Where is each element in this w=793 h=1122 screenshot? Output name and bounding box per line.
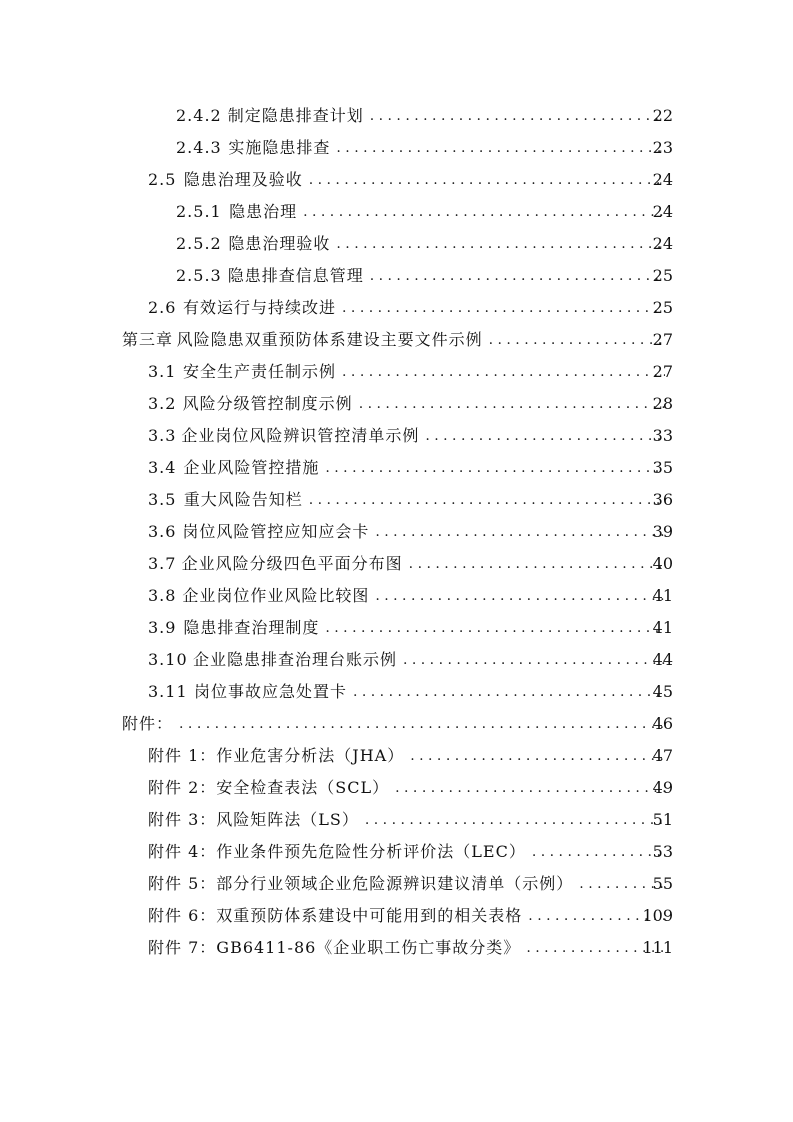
toc-page: 27: [652, 330, 673, 349]
toc-entry[interactable]: [0, 644, 793, 676]
toc-title: 作业危害分析法（JHA）: [216, 746, 405, 765]
toc-entry-appendix[interactable]: [0, 868, 793, 900]
toc-page: 35: [652, 458, 673, 477]
toc-title: 风险隐患双重预防体系建设主要文件示例: [176, 330, 483, 349]
toc-page: 24: [652, 202, 673, 221]
toc-page: 47: [652, 746, 673, 765]
toc-title: 部分行业领域企业危险源辨识建议清单（示例）: [216, 874, 574, 893]
toc-entry[interactable]: [0, 228, 793, 260]
toc-page: 49: [652, 778, 673, 797]
toc-entry[interactable]: [0, 292, 793, 324]
toc-number: 3.3: [148, 426, 177, 445]
toc-title: 企业岗位作业风险比较图: [182, 586, 370, 605]
toc-title: 双重预防体系建设中可能用到的相关表格: [216, 906, 523, 925]
toc-leader: [309, 164, 665, 196]
toc-leader: [325, 612, 665, 644]
toc-page: 24: [652, 234, 673, 253]
toc-leader: [309, 484, 665, 516]
toc-title: 岗位风险管控应知应会卡: [182, 522, 370, 541]
toc-leader: [179, 708, 665, 740]
toc-entry-appendix[interactable]: [0, 772, 793, 804]
toc-title: 企业风险管控措施: [183, 458, 320, 477]
toc-leader: [375, 580, 665, 612]
toc-number: 第三章: [122, 330, 174, 349]
toc-title: GB6411-86《企业职工伤亡事故分类》: [216, 938, 521, 957]
toc-leader: [353, 676, 665, 708]
toc-entry[interactable]: [0, 132, 793, 164]
toc-number: 3.9: [148, 618, 177, 637]
toc-number: 附件 2：: [148, 778, 217, 797]
toc-leader: [395, 772, 665, 804]
toc-number: 3.11: [148, 682, 188, 701]
toc-page: 33: [652, 426, 673, 445]
toc-entry[interactable]: [0, 420, 793, 452]
table-of-contents: [0, 100, 793, 964]
toc-page: 41: [652, 618, 673, 637]
toc-number: 2.4.2: [176, 106, 222, 125]
toc-entry[interactable]: [0, 580, 793, 612]
toc-leader: [409, 548, 665, 580]
toc-title: 隐患治理: [229, 202, 298, 221]
toc-number: 2.6: [148, 298, 177, 317]
toc-number: 3.7: [148, 554, 177, 573]
toc-page: 22: [652, 106, 673, 125]
toc-title: 企业隐患排查治理台账示例: [192, 650, 397, 669]
toc-page: 53: [652, 842, 673, 861]
toc-number: 2.5.2: [176, 234, 222, 253]
toc-number: 3.8: [148, 586, 177, 605]
toc-leader: [342, 356, 665, 388]
toc-title: 企业岗位风险辨识管控清单示例: [181, 426, 420, 445]
toc-title: 隐患治理及验收: [183, 170, 303, 189]
toc-number: 2.5: [148, 170, 177, 189]
toc-leader: [336, 132, 665, 164]
toc-leader: [425, 420, 665, 452]
toc-entry[interactable]: [0, 260, 793, 292]
toc-page: 24: [652, 170, 673, 189]
toc-leader: [410, 740, 665, 772]
toc-number: 3.1: [148, 362, 177, 381]
toc-page: 44: [652, 650, 673, 669]
toc-number: 3.10: [148, 650, 188, 669]
toc-page: 55: [652, 874, 673, 893]
toc-page: 39: [652, 522, 673, 541]
toc-page: 45: [652, 682, 673, 701]
toc-entry[interactable]: [0, 612, 793, 644]
toc-title: 风险分级管控制度示例: [182, 394, 353, 413]
toc-page: 51: [652, 810, 673, 829]
toc-page: 41: [652, 586, 673, 605]
toc-page: 28: [652, 394, 673, 413]
toc-entry-appendix[interactable]: [0, 804, 793, 836]
toc-leader: [336, 228, 665, 260]
toc-leader: [342, 292, 665, 324]
toc-title: 企业风险分级四色平面分布图: [181, 554, 403, 573]
toc-entry[interactable]: [0, 452, 793, 484]
toc-leader: [303, 196, 665, 228]
toc-entry[interactable]: [0, 388, 793, 420]
toc-number: 3.4: [148, 458, 177, 477]
toc-title: 隐患排查治理制度: [183, 618, 320, 637]
toc-page: 36: [652, 490, 673, 509]
toc-entry[interactable]: [0, 164, 793, 196]
toc-page: 111: [642, 938, 673, 957]
toc-leader: [489, 324, 665, 356]
toc-page: 25: [652, 298, 673, 317]
toc-number: 3.5: [148, 490, 177, 509]
toc-title: 作业条件预先危险性分析评价法（LEC）: [216, 842, 526, 861]
toc-leader: [359, 388, 665, 420]
toc-number: 附件：: [122, 714, 174, 733]
toc-number: 附件 3：: [148, 810, 217, 829]
toc-entry-appendix[interactable]: [0, 740, 793, 772]
toc-entry[interactable]: [0, 548, 793, 580]
toc-number: 2.5.3: [176, 266, 222, 285]
toc-leader: [403, 644, 665, 676]
toc-entry-appendix-heading[interactable]: [0, 708, 793, 740]
toc-page: 40: [652, 554, 673, 573]
toc-title: 风险矩阵法（LS）: [216, 810, 359, 829]
toc-number: 2.5.1: [176, 202, 222, 221]
toc-page: 27: [652, 362, 673, 381]
toc-title: 隐患治理验收: [228, 234, 331, 253]
toc-number: 2.4.3: [176, 138, 222, 157]
toc-number: 3.2: [148, 394, 177, 413]
toc-title: 实施隐患排查: [228, 138, 331, 157]
toc-number: 附件 1：: [148, 746, 217, 765]
toc-entry[interactable]: [0, 356, 793, 388]
toc-number: 附件 7：: [148, 938, 217, 957]
toc-entry[interactable]: [0, 676, 793, 708]
toc-leader: [370, 260, 665, 292]
toc-entry[interactable]: [0, 100, 793, 132]
toc-number: 附件 5：: [148, 874, 217, 893]
toc-entry[interactable]: [0, 196, 793, 228]
toc-leader: [370, 100, 665, 132]
toc-title: 岗位事故应急处置卡: [193, 682, 347, 701]
toc-title: 隐患排查信息管理: [227, 266, 364, 285]
toc-page: 109: [642, 906, 673, 925]
toc-page: 46: [652, 714, 673, 733]
toc-entry[interactable]: [0, 516, 793, 548]
toc-page: 25: [652, 266, 673, 285]
toc-leader: [365, 804, 665, 836]
toc-title: 安全生产责任制示例: [183, 362, 337, 381]
toc-page: 23: [652, 138, 673, 157]
toc-number: 附件 6：: [148, 906, 217, 925]
toc-title: 重大风险告知栏: [183, 490, 303, 509]
toc-entry[interactable]: [0, 484, 793, 516]
toc-title: 有效运行与持续改进: [183, 298, 337, 317]
toc-entry-appendix[interactable]: [0, 900, 793, 932]
toc-entry-chapter[interactable]: [0, 324, 793, 356]
toc-leader: [375, 516, 665, 548]
toc-number: 附件 4：: [148, 842, 217, 861]
toc-entry-appendix[interactable]: [0, 932, 793, 964]
toc-title: 安全检查表法（SCL）: [216, 778, 390, 797]
toc-leader: [325, 452, 665, 484]
toc-number: 3.6: [148, 522, 177, 541]
toc-entry-appendix[interactable]: [0, 836, 793, 868]
toc-title: 制定隐患排查计划: [227, 106, 364, 125]
